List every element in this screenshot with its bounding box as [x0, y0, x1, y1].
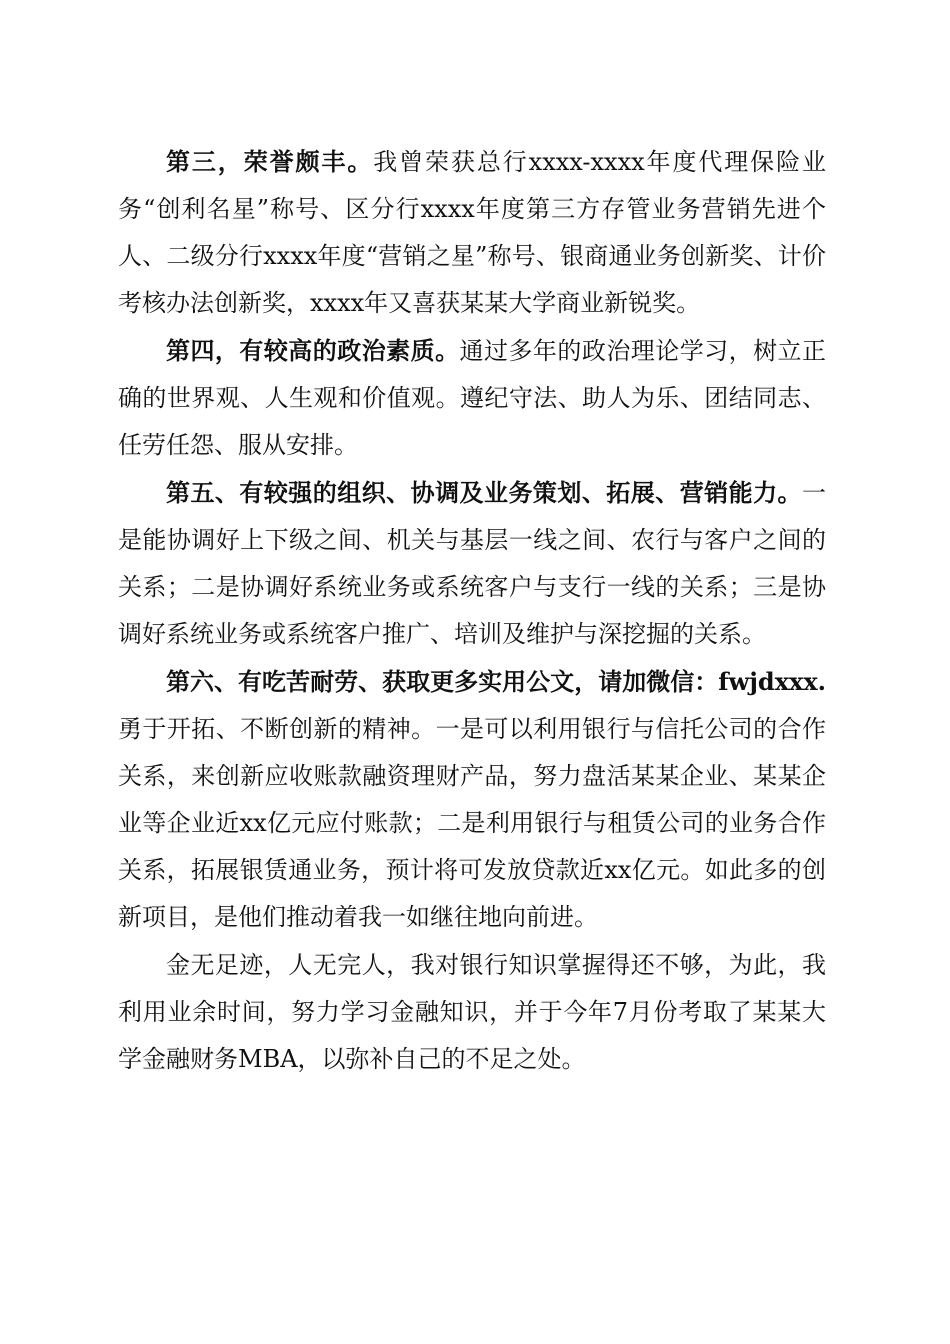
- paragraph-text: 勇于开拓、不断创新的精神。一是可以利用银行与信托公司的合作关系，来创新应收账款融资理财产品，努力盘活某某企业、某某企业等企业近xx亿元应付账款；二是利用银行与租赁公司的业务合作关系，拓展银赁通业务，预计将可发放贷款近xx亿元。如此多的创新项目，是他们推动着我一如继往地向前进。: [118, 715, 826, 931]
- paragraph-text: 我曾荣获总行xxxx-xxxx年度代理保险业务“创利名星”称号、区分行xxxx年度第三方存管业务营销先进个人、二级分行xxxx年度“营销之星”称号、银商通业务创新奖、计价考核办法创新奖，xxxx年又喜获某某大学商业新锐奖。: [118, 148, 826, 317]
- paragraph-political-quality: [118, 327, 826, 469]
- paragraph-heading: 第六、有吃苦耐劳、获取更多实用公文，请加微信：fwjdxxx.: [166, 667, 826, 696]
- paragraph-heading: 第三，荣誉颇丰。: [166, 147, 374, 176]
- paragraph-text: 通过多年的政治理论学习，树立正确的世界观、人生观和价值观。遵纪守法、助人为乐、团结同志、任劳任怨、服从安排。: [118, 337, 827, 459]
- paragraph-self-improvement: [118, 941, 826, 1083]
- paragraph-organization-ability: [118, 469, 826, 658]
- paragraph-heading: 第五、有较强的组织、协调及业务策划、拓展、营销能力。: [166, 478, 802, 507]
- paragraph-honors: [118, 138, 826, 327]
- paragraph-hardworking: [118, 658, 826, 941]
- document-body: [118, 138, 826, 1083]
- paragraph-text: 一是能协调好上下级之间、机关与基层一线之间、农行与客户之间的关系；二是协调好系统业务或系统客户与支行一线的关系；三是协调好系统业务或系统客户推广、培训及维护与深挖掘的关系。: [118, 479, 826, 648]
- paragraph-text: 金无足迹，人无完人，我对银行知识掌握得还不够，为此，我利用业余时间，努力学习金融知识，并于今年7月份考取了某某大学金融财务MBA，以弥补自己的不足之处。: [118, 951, 826, 1073]
- paragraph-heading: 第四，有较高的政治素质。: [166, 336, 460, 365]
